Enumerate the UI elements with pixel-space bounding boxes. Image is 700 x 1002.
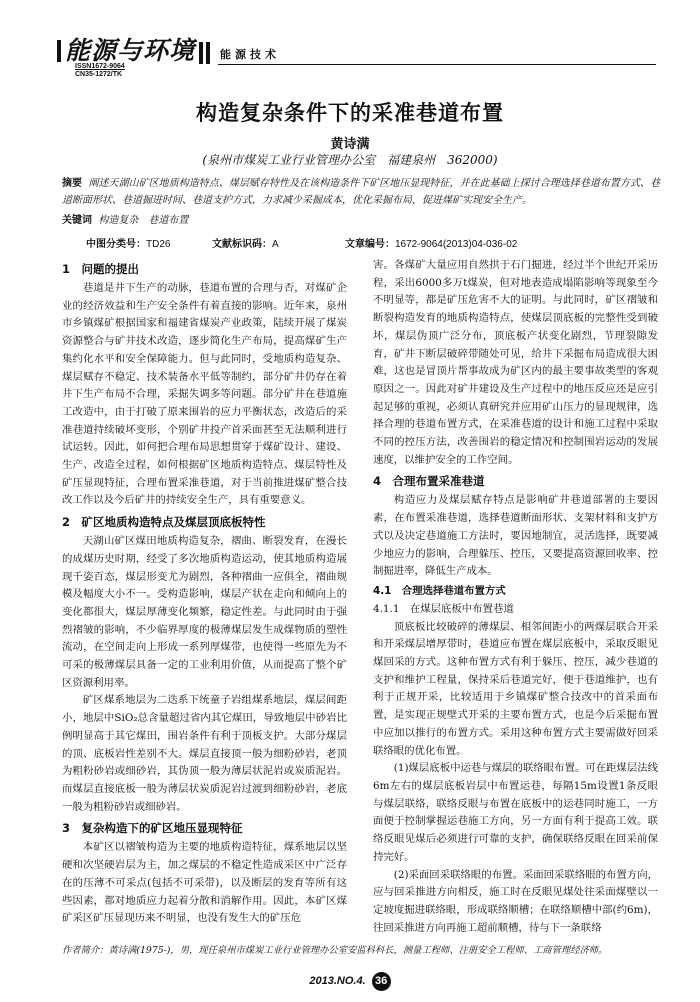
paragraph: (1)煤层底板中运巷与煤层的联络眼布置。可在距煤层法线6m左右的煤层底板岩层中布置运巷，每隔15m设置1条反眼与煤层联络，联络反眼与布置在底板中的运巷同时施工，一方面便于控制掌握运巷施工方向，另一方面有利于提高工效。联络反眼见煤后必须进行可靠的支护，确保联络反眼在回采前保持完好。 bbox=[373, 762, 658, 863]
issn-block bbox=[75, 63, 125, 79]
paragraph: 天湖山矿区煤田地质构造复杂，褶曲、断裂发育，在漫长的成煤历史时期，经受了多次地质构造运动，使其地质构造展现千姿百态，煤层形变尤为剧烈，各种褶曲一应俱全，褶曲规模及幅度大小不一。受构造影响，煤层产状在走向和倾向上的变化都很大，煤层厚薄变化频繁，稳定性差。与此同时由于强烈褶皱的影响，不少临界厚度的极薄煤层发生成煤物质的塑性流动，在空间走向上形成一系列厚煤带，也使得一些原先为不可采的极薄煤层具备一定的工业利用价值，从而提高了整个矿区资源利用率。 bbox=[62, 535, 347, 689]
article-number: 文章编号：1672-9064(2013)04-036-02 bbox=[345, 239, 518, 250]
issn: ISSN1672-9064 bbox=[75, 63, 125, 70]
journal-name: 能源与环境 bbox=[65, 36, 196, 65]
paragraph: 矿区煤系地层为二迭系下统童子岩组煤系地层，煤层间距小，地层中SiO₂总含量超过省内其它煤田，导致地层中砂岩比例明显高于其它煤田，围岩条件有利于顶板支护。大部分煤层的顶、底板岩性差别不大。煤层直接顶一般为细粉砂岩，老顶为粗粉砂岩或细砂岩，其伪顶一般为薄层状泥岩或炭质泥岩。而煤层直接底板一般为薄层状炭质泥岩过渡到细粉砂岩，老底一般为粗粉砂岩或细砂岩。 bbox=[62, 694, 347, 813]
paragraph: 顶底板比较破碎的薄煤层、相邻间距小的两煤层联合开采和开采煤层增厚带时，巷道应布置在煤层底板中，采取反眼见煤回采的方式。这种布置方式有利于躲压、控压，减少巷道的支护和维护工程量，保持采后巷道完好，便于巷道维护，也有利于正规开采，比较适用于乡镇煤矿整合技改中的首采面布置，是实现正规壁式开采的主要布置方式，也是今后采掘布置中应加以推行的布置方式。采用这种布置方式主要需做好回采联络眼的优化布置。 bbox=[373, 620, 658, 757]
issue-number: 2013.NO.4. bbox=[309, 975, 366, 987]
column-bar-icon-2 bbox=[206, 42, 210, 64]
paragraph: 本矿区以褶皱构造为主要的地质构造特征，煤系地层以坚硬和次坚硬岩层为主，加之煤层的不稳定性造成采区中广泛存在的压薄不可采点(包括不可采带)，以及断层的发育等所有这些因素，都对地质应力起着分散和消解作用。因此，本矿区煤矿采区矿压显现历来不明显，也没有发生大的矿压危 bbox=[62, 841, 347, 925]
abstract bbox=[62, 175, 660, 209]
right-column bbox=[373, 257, 658, 937]
page-footer bbox=[0, 972, 700, 991]
document-code: 文献标识码：A bbox=[212, 239, 279, 250]
subsubsection-heading: 4.1.1 在煤层底板中布置巷道 bbox=[373, 602, 514, 615]
clc-number: 中图分类号：TD26 bbox=[86, 239, 171, 250]
cn-number: CN35-1272/TK bbox=[75, 71, 123, 78]
page-number: 36 bbox=[372, 972, 391, 991]
section-heading: 2 矿区地质构造特点及煤层顶底板特性 bbox=[62, 515, 266, 530]
section-heading: 3 复杂构造下的矿区地压显现特征 bbox=[62, 821, 243, 836]
subsection-heading: 4.1 合理选择巷道布置方式 bbox=[373, 584, 506, 597]
article-author: 黄诗满 bbox=[330, 137, 370, 152]
column-name: 能源技术 bbox=[220, 49, 280, 61]
keywords-label: 关键词 bbox=[62, 215, 92, 226]
abstract-text: 阐述天湖山矿区地质构造特点、煤层赋存特性及在该构造条件下矿区地压显现特征，并在此基础上探讨合理选择巷道布置方式、巷道断面形状、巷道掘进时间、巷道支护方式，力求减少采掘成本，优化采掘布局，促进煤矿实现安全生产。 bbox=[62, 178, 661, 206]
paragraph: (2)采面回采联络眼的布置。采面回采联络眼的布置方向，应与回采推进方向相反，施工时在反眼见煤处往采面煤壁以一定坡度掘进联络眼，形成联络顺槽；在联络顺槽中部(约6m)，往回采推进方向再施工超前顺槽，待与下一条联络 bbox=[373, 868, 658, 934]
author-footnote: 作者简介：黄诗满(1975-)，男，现任泉州市煤炭工业行业管理办公室安监科科长，测量工程师、注册安全工程师、工商管理经济师。 bbox=[62, 945, 608, 956]
paragraph: 构造应力及煤层赋存特点是影响矿井巷道部署的主要因素，在布置采准巷道，选择巷道断面形状、支架材料和支护方式以及决定巷道施工方法时，要因地制宜，灵活选择，既要减少地应力的影响，合理躲压、控压，又要提高资源回收率、控制掘进率，降低生产成本。 bbox=[373, 494, 658, 578]
left-column bbox=[62, 257, 347, 928]
paragraph: 巷道是井下生产的动脉，巷道布置的合理与否，对煤矿企业的经济效益和生产安全条件有着直接的影响。近年来，泉州市乡镇煤矿根据国家和福建省煤炭产业政策，陆续开展了煤炭资源整合与矿井技术改造，逐步简化生产布局，提高煤矿生产集约化水平和安全保障能力。但与此同时，受地质构造复杂、煤层赋存不稳定、技术装备水平低等制约，部分矿井仍存在着井下生产布局不合理，采掘失调多等问题。部分矿井在巷道施工改造中，由于打破了原来围岩的应力平衡状态，改造后的采准巷道持续破坏变形，个别矿井投产首采面甚至无法顺利进行试运转。因此，如何把合理布局思想贯穿于煤矿设计、建设、生产、改造全过程，如何根据矿区地质构造特点、煤层特性及矿压显现特征，合理布置采准巷道，对于当前推进煤矿整合技改工作以及今后矿井的持续安全生产，具有重要意义。 bbox=[62, 282, 347, 507]
masthead-bar-icon bbox=[57, 40, 61, 62]
column-bar-icon bbox=[199, 42, 203, 64]
article-title: 构造复杂条件下的采准巷道布置 bbox=[196, 101, 504, 125]
abstract-label: 摘要 bbox=[62, 178, 83, 189]
section-heading: 4 合理布置采准巷道 bbox=[373, 474, 485, 489]
keywords bbox=[62, 211, 188, 226]
keywords-text: 构造复杂 巷道布置 bbox=[98, 215, 189, 226]
section-heading: 1 问题的提出 bbox=[62, 262, 140, 276]
header-rule bbox=[218, 64, 656, 65]
paragraph: 害。各煤矿大量应用自然拱于石门掘进，经过半个世纪开采历程，采出6000多万t煤炭，但对地表造成塌陷影响等现象至今不明显等，都是矿压危害不大的证明。与此同时，矿区褶皱和断裂构造发育的地质构造特点，使煤层顶底板的完整性受到破坏，煤层伪顶广泛分布，顶底板产状变化剧烈，节理裂隙发育，矿井下断层破碎带随处可见，给井下采掘布局造成很大困难，这也是冒顶片帮事故成为矿区内的最主要事故类型的客观原因之一。因此对矿井建设及生产过程中的地压反应还是应引起足够的重视，必须认真研究并应用矿山压力的显现规律，选择合理的巷道布置方式，在采准巷道的设计和施工过程中采取不同的控压方法，改善围岩的稳定情况和控制围岩运动的发展速度，以维护安全的工作空间。 bbox=[373, 259, 658, 466]
author-affiliation: (泉州市煤炭工业行业管理办公室 福建泉州 362000) bbox=[202, 153, 498, 167]
